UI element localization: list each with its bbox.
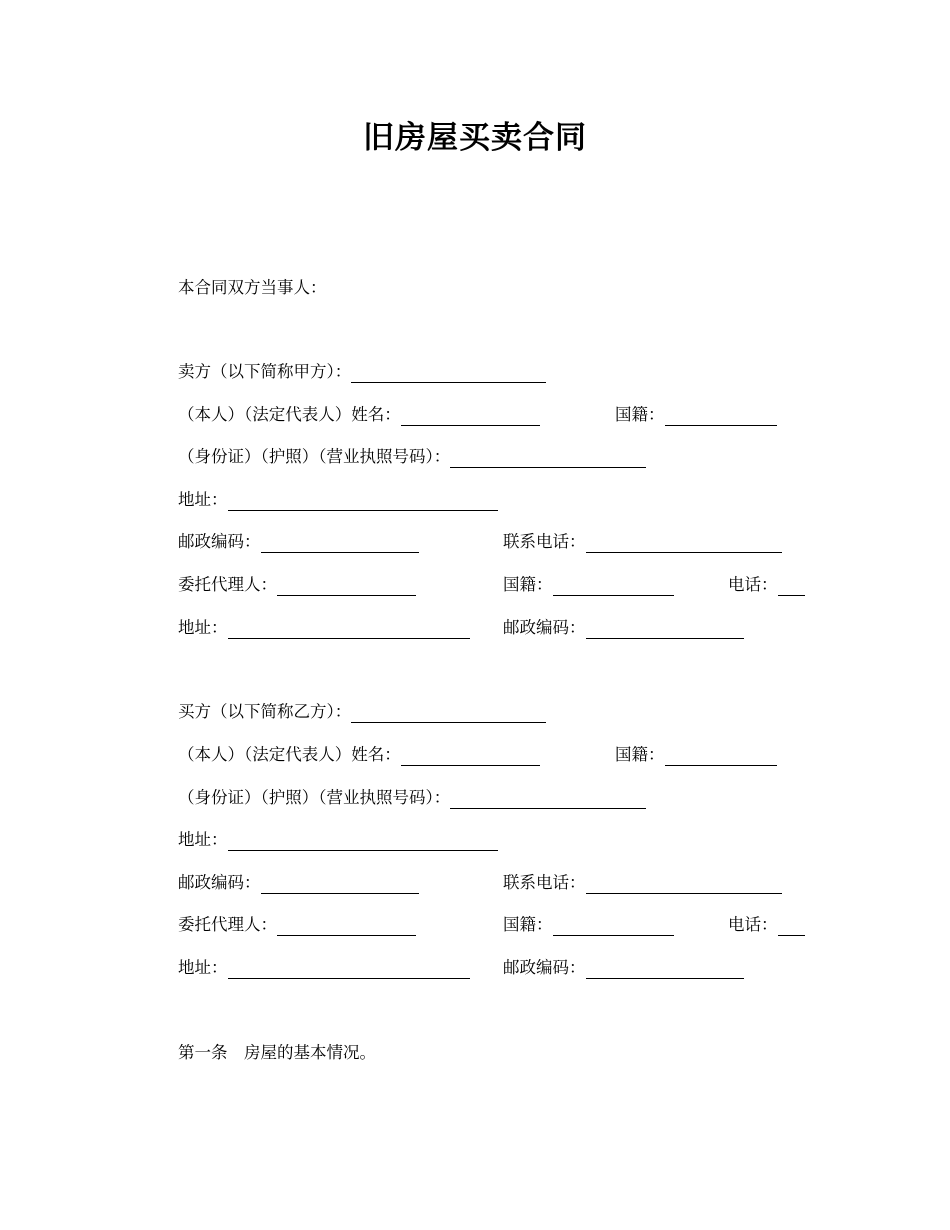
buyer-phone-row — [503, 872, 782, 894]
seller-heading: 卖方（以下简称甲方）： — [178, 362, 352, 381]
buyer-heading-row — [178, 701, 546, 723]
seller-address-label: 地址： — [178, 490, 228, 509]
buyer-agent-nationality-blank[interactable] — [553, 917, 674, 936]
seller-agent-postcode-label: 邮政编码： — [503, 618, 586, 637]
seller-agent-postcode-blank[interactable] — [586, 620, 744, 639]
seller-id-label: （身份证）（护照）（营业执照号码）： — [178, 447, 451, 466]
buyer-id-blank[interactable] — [450, 790, 646, 809]
buyer-agent-nationality-label: 国籍： — [503, 915, 553, 934]
buyer-agent-phone-blank[interactable] — [778, 917, 805, 936]
seller-agent-phone-label: 电话： — [728, 575, 778, 594]
article-1-heading: 第一条 房屋的基本情况。 — [178, 1043, 376, 1062]
seller-postcode-label: 邮政编码： — [178, 532, 261, 551]
buyer-name-blank[interactable] — [351, 704, 546, 723]
buyer-heading: 买方（以下简称乙方）： — [178, 702, 352, 721]
seller-agent-phone-row — [728, 574, 805, 596]
buyer-postcode-blank[interactable] — [261, 875, 419, 894]
buyer-postcode-label: 邮政编码： — [178, 873, 261, 892]
buyer-agent-phone-row — [728, 914, 805, 936]
seller-agent-label: 委托代理人： — [178, 575, 277, 594]
buyer-nationality-row — [615, 744, 777, 766]
buyer-person-row — [178, 744, 540, 766]
seller-agent-nationality-row — [503, 574, 674, 596]
seller-agent-phone-blank[interactable] — [778, 577, 805, 596]
seller-agent-nationality-label: 国籍： — [503, 575, 553, 594]
buyer-person-name-blank[interactable] — [401, 747, 540, 766]
seller-agent-blank[interactable] — [277, 577, 416, 596]
seller-agent-row — [178, 574, 416, 596]
buyer-agent-row — [178, 914, 416, 936]
buyer-agent-postcode-row — [503, 957, 744, 979]
seller-phone-row — [503, 531, 782, 553]
buyer-agent-address-blank[interactable] — [228, 960, 470, 979]
buyer-address-label: 地址： — [178, 830, 228, 849]
buyer-address-blank[interactable] — [228, 832, 498, 851]
buyer-agent-postcode-label: 邮政编码： — [503, 958, 586, 977]
buyer-agent-phone-label: 电话： — [728, 915, 778, 934]
seller-phone-blank[interactable] — [586, 534, 782, 553]
intro-text: 本合同双方当事人： — [178, 278, 327, 297]
document-title: 旧房屋买卖合同 — [363, 120, 587, 156]
buyer-postcode-row — [178, 872, 419, 894]
buyer-id-label: （身份证）（护照）（营业执照号码）： — [178, 788, 451, 807]
seller-postcode-row — [178, 531, 419, 553]
seller-agent-postcode-row — [503, 617, 744, 639]
buyer-address-row — [178, 829, 498, 851]
buyer-phone-label: 联系电话： — [503, 873, 586, 892]
buyer-agent-blank[interactable] — [277, 917, 416, 936]
buyer-agent-postcode-blank[interactable] — [586, 960, 744, 979]
seller-phone-label: 联系电话： — [503, 532, 586, 551]
seller-nationality-row — [615, 404, 777, 426]
buyer-agent-address-label: 地址： — [178, 958, 228, 977]
buyer-name-label: （本人）（法定代表人）姓名： — [178, 745, 401, 764]
buyer-agent-label: 委托代理人： — [178, 915, 277, 934]
seller-person-name-blank[interactable] — [401, 407, 540, 426]
seller-id-row — [178, 446, 646, 468]
seller-postcode-blank[interactable] — [261, 534, 419, 553]
seller-id-blank[interactable] — [450, 449, 646, 468]
buyer-agent-address-row — [178, 957, 470, 979]
seller-nationality-blank[interactable] — [665, 407, 777, 426]
buyer-phone-blank[interactable] — [586, 875, 782, 894]
seller-address-row — [178, 489, 498, 511]
seller-name-blank[interactable] — [351, 364, 546, 383]
seller-nationality-label: 国籍： — [615, 405, 665, 424]
seller-address-blank[interactable] — [228, 492, 498, 511]
buyer-agent-nationality-row — [503, 914, 674, 936]
seller-heading-row — [178, 361, 546, 383]
buyer-nationality-blank[interactable] — [665, 747, 777, 766]
seller-agent-nationality-blank[interactable] — [553, 577, 674, 596]
seller-person-row — [178, 404, 540, 426]
seller-agent-address-blank[interactable] — [228, 620, 470, 639]
seller-agent-address-row — [178, 617, 470, 639]
seller-name-label: （本人）（法定代表人）姓名： — [178, 405, 401, 424]
buyer-nationality-label: 国籍： — [615, 745, 665, 764]
buyer-id-row — [178, 787, 646, 809]
seller-agent-address-label: 地址： — [178, 618, 228, 637]
